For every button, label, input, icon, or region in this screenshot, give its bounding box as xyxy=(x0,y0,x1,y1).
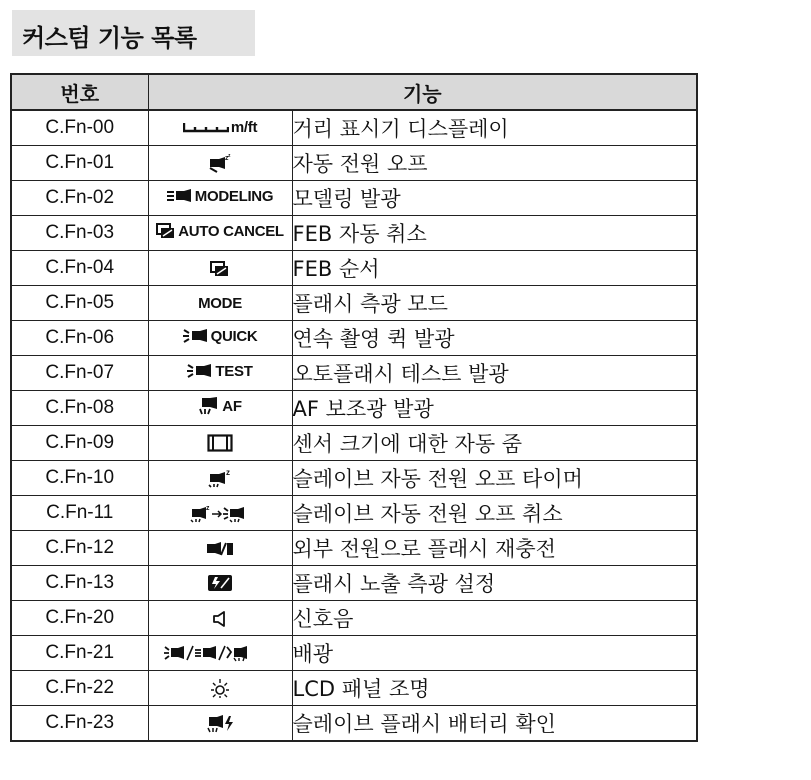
table-row xyxy=(11,636,697,671)
flash-exposure-icon xyxy=(207,574,233,592)
row-code: C.Fn-10 xyxy=(11,461,148,496)
icon-label: TEST xyxy=(215,362,253,380)
table-row xyxy=(11,110,697,146)
function-name: 플래시 측광 모드 xyxy=(292,286,697,321)
table-row xyxy=(11,531,697,566)
table-row xyxy=(11,146,697,181)
page-title: 커스텀 기능 목록 xyxy=(22,24,197,52)
icon-label: MODE xyxy=(198,294,242,312)
slave-battery-icon xyxy=(206,713,234,733)
custom-function-table xyxy=(10,73,698,742)
icon-label: m/ft xyxy=(230,118,258,136)
function-name: 오토플래시 테스트 발광 xyxy=(292,356,697,391)
function-name: 플래시 노출 측광 설정 xyxy=(292,566,697,601)
svg-text:z: z xyxy=(228,153,231,159)
table-row xyxy=(11,251,697,286)
function-name: AF 보조광 발광 xyxy=(292,391,697,426)
svg-text:z: z xyxy=(206,505,210,512)
lcd-illumination-icon xyxy=(209,677,231,699)
svg-text:z: z xyxy=(226,468,230,477)
svg-text:z: z xyxy=(225,155,229,162)
row-code: C.Fn-00 xyxy=(11,110,148,146)
icon-label: AUTO CANCEL xyxy=(178,222,284,240)
sensor-frame-icon xyxy=(207,434,233,452)
feb-icon xyxy=(156,223,176,239)
function-name: 센서 크기에 대한 자동 줌 xyxy=(292,426,697,461)
row-code: C.Fn-02 xyxy=(11,181,148,216)
table-row xyxy=(11,566,697,601)
header-number: 번호 xyxy=(11,74,148,110)
row-code: C.Fn-21 xyxy=(11,636,148,671)
function-name: 슬레이브 자동 전원 오프 취소 xyxy=(292,496,697,531)
function-name: FEB 자동 취소 xyxy=(292,216,697,251)
table-row xyxy=(11,461,697,496)
function-name: LCD 패널 조명 xyxy=(292,671,697,706)
quick-flash-icon xyxy=(183,328,209,344)
row-code: C.Fn-11 xyxy=(11,496,148,531)
external-power-icon xyxy=(206,541,234,557)
function-name: 슬레이브 자동 전원 오프 타이머 xyxy=(292,461,697,496)
distance-scale-icon xyxy=(183,121,229,133)
flash-sleep-icon xyxy=(208,153,232,173)
feb-icon xyxy=(210,261,230,277)
test-flash-icon xyxy=(187,363,213,379)
function-name: 외부 전원으로 플래시 재충전 xyxy=(292,531,697,566)
beep-icon xyxy=(212,611,228,627)
function-name: 거리 표시기 디스플레이 xyxy=(292,110,697,146)
row-code: C.Fn-20 xyxy=(11,601,148,636)
af-assist-icon xyxy=(198,397,220,415)
row-code: C.Fn-09 xyxy=(11,426,148,461)
function-name: 슬레이브 플래시 배터리 확인 xyxy=(292,706,697,742)
modeling-flash-icon xyxy=(167,188,193,204)
function-name: 신호음 xyxy=(292,601,697,636)
table-row xyxy=(11,391,697,426)
row-code: C.Fn-12 xyxy=(11,531,148,566)
table-header-row xyxy=(11,74,697,110)
row-code: C.Fn-06 xyxy=(11,321,148,356)
function-name: 연속 촬영 퀵 발광 xyxy=(292,321,697,356)
title-banner xyxy=(12,10,255,56)
row-code: C.Fn-04 xyxy=(11,251,148,286)
table-row xyxy=(11,321,697,356)
row-code: C.Fn-05 xyxy=(11,286,148,321)
header-function: 기능 xyxy=(148,74,697,110)
icon-label: MODELING xyxy=(194,187,274,205)
row-code: C.Fn-01 xyxy=(11,146,148,181)
light-distribution-icon xyxy=(164,644,276,662)
function-name: 모델링 발광 xyxy=(292,181,697,216)
icon-label: QUICK xyxy=(210,327,258,345)
function-name: 배광 xyxy=(292,636,697,671)
row-code: C.Fn-22 xyxy=(11,671,148,706)
row-code: C.Fn-23 xyxy=(11,706,148,742)
row-code: C.Fn-03 xyxy=(11,216,148,251)
table-row xyxy=(11,181,697,216)
row-code: C.Fn-07 xyxy=(11,356,148,391)
function-name: 자동 전원 오프 xyxy=(292,146,697,181)
table-row xyxy=(11,426,697,461)
row-code: C.Fn-08 xyxy=(11,391,148,426)
table-row xyxy=(11,671,697,706)
slave-sleep-icon xyxy=(207,468,233,488)
slave-sleep-cancel-icon xyxy=(190,503,250,523)
table-row xyxy=(11,706,697,742)
table-row xyxy=(11,601,697,636)
table-row xyxy=(11,356,697,391)
icon-label: AF xyxy=(222,397,242,415)
function-name: FEB 순서 xyxy=(292,251,697,286)
table-row xyxy=(11,216,697,251)
table-row xyxy=(11,286,697,321)
row-code: C.Fn-13 xyxy=(11,566,148,601)
table-row xyxy=(11,496,697,531)
